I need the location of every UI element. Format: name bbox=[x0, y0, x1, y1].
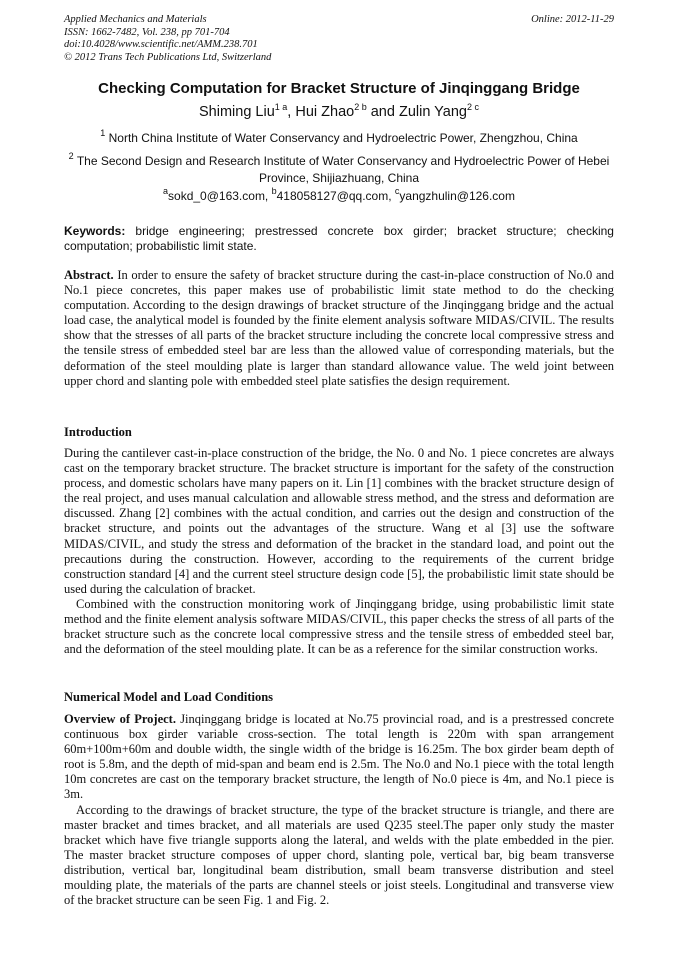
email-mark: a bbox=[163, 186, 169, 196]
bracket-paragraph: According to the drawings of bracket structure, the type of the bracket structure is triangle, and there are master bracket and times bracket, and all materials are used Q235 steel.The paper only study the master bracket which have five triangle supports along the lateral, and welds with the plate embedded in the pier. The master bracket structure composes of upper chord, slanting pole, vertical bar, big beam transverse distribution, vertical bar, longitudinal beam distribution, small beam transverse distribution and steel moulding plate, the materials of the parts are channel steels or joist steels. Longitudinal and transverse view of the bracket structure can be seen Fig. 1 and Fig. 2. bbox=[64, 802, 614, 908]
email-line bbox=[64, 186, 614, 203]
section-heading: Numerical Model and Load Conditions bbox=[64, 690, 274, 704]
email-address: yangzhulin@126.com bbox=[399, 189, 515, 203]
author-sep: and bbox=[366, 104, 399, 120]
email-mark: c bbox=[394, 186, 400, 196]
overview-text: Jinqinggang bridge is located at No.75 provincial road, and is a prestressed concrete continuous box girder variable cross-section. The total length is 220m with span arrangement 60m+100m+60m and double width, the single width of the bridge is 16.25m. The box girder beam depth of root is 5.8m, and the depth of mid-span and beam end is 2.5m. The No.0 and No.1 piece with the total length 10m concretes are cast on the temporary bracket structure, the length of No.0 piece is 4m, and No.1 piece is 3m. bbox=[64, 712, 614, 802]
journal-header bbox=[64, 14, 614, 64]
author-list bbox=[64, 104, 614, 120]
introduction-paragraph-1: During the cantilever cast-in-place construction of the bridge, the No. 0 and No. 1 piece concretes are always cast on the temporary bracket structure. The bracket structure is important for the safety of the construction process, and domestic scholars have many papers on it. Lin [1] combines with the bracket structure design of the real project, and uses manual calculation and allowable stress method, and the stress and deformation are discussed. Zhang [2] combines with the actual condition, and carries out the design and construction of the bracket structure, and points out the advantages of the structure. Wang et al [3] use the software MIDAS/CIVIL, and study the stress and deformation of the bracket in the standard load, and point out the precautions during the construction. However, according to the requirements of the current bridge construction standard [4] and the current steel structure design code [5], the probabilistic limit state should be used during the calculation of bracket. bbox=[64, 446, 614, 596]
author-sup: 2 c bbox=[466, 102, 479, 112]
introduction-paragraph-2: Combined with the construction monitoring work of Jinqinggang bridge, using probabilistic limit state method and the finite element analysis software MIDAS/CIVIL, this paper checks the stress of all parts of the bracket structure such as the concrete local compressive stress and the tensile stress of embedded steel bar, and the deformation of the steel moulding plate. It can be as a reference for the similar construction works. bbox=[64, 596, 614, 657]
affiliation-2 bbox=[64, 153, 614, 186]
online-date: Online: 2012-11-29 bbox=[531, 14, 614, 25]
issn-line: ISSN: 1662-7482, Vol. 238, pp 701-704 bbox=[64, 26, 230, 38]
author-sup: 1 a bbox=[274, 102, 288, 112]
abstract bbox=[64, 268, 614, 389]
copyright-line: © 2012 Trans Tech Publications Ltd, Switzerland bbox=[64, 51, 272, 63]
author-sup: 2 b bbox=[354, 102, 367, 112]
introduction-heading: Introduction bbox=[64, 425, 132, 439]
keywords-label: Keywords: bbox=[64, 224, 126, 238]
author-sep: , bbox=[287, 104, 296, 120]
paper-title: Checking Computation for Bracket Structure of Jinqinggang Bridge bbox=[98, 80, 580, 97]
affiliation-text: North China Institute of Water Conservancy and Hydroelectric Power, Zhengzhou, China bbox=[108, 131, 578, 145]
affiliation-num: 1 bbox=[100, 128, 106, 138]
keywords bbox=[64, 224, 614, 253]
abstract-label: Abstract. bbox=[64, 268, 114, 282]
section-body bbox=[64, 712, 614, 908]
keywords-text: bridge engineering; prestressed concrete box girder; bracket structure; checking computation; probabilistic limit state. bbox=[64, 224, 614, 253]
author-name: Hui Zhao bbox=[295, 104, 355, 120]
email-address: 418058127@qq.com, bbox=[276, 189, 395, 203]
email-address: sokd_0@163.com, bbox=[168, 189, 272, 203]
author-name: Zulin Yang bbox=[398, 104, 467, 120]
affiliation-text: The Second Design and Research Institute of Water Conservancy and Hydroelectric Power of Hebei Province, Shijiazhuang, China bbox=[76, 154, 610, 185]
abstract-text: In order to ensure the safety of bracket structure during the cast-in-place construction of No.0 and No.1 piece concretes, this paper makes use of probabilistic limit state method to do the checking computation. According to the design drawings of bracket structure of the Jinqinggang bridge and the actual load case, the analytical model is founded by the finite element analysis software MIDAS/CIVIL. The results show that the stresses of all parts of the bracket structure including the concrete local compressive stress and the tensile stress of embedded steel bar are less than the allowed value of corresponding materials, but the deformation of the steel moulding plate is larger than standard allowance value. The weld joint between upper chord and slanting pole with embedded steel plate satisfies the design requirement. bbox=[64, 268, 615, 388]
affiliation-num: 2 bbox=[68, 151, 74, 161]
introduction-body bbox=[64, 446, 614, 657]
email-mark: b bbox=[271, 186, 277, 196]
overview-lead: Overview of Project. bbox=[64, 712, 176, 726]
overview-paragraph bbox=[64, 712, 614, 803]
doi-line: doi:10.4028/www.scientific.net/AMM.238.701 bbox=[64, 39, 258, 50]
journal-name: Applied Mechanics and Materials bbox=[64, 14, 207, 25]
author-name: Shiming Liu bbox=[199, 104, 275, 120]
affiliation-1 bbox=[64, 130, 614, 147]
